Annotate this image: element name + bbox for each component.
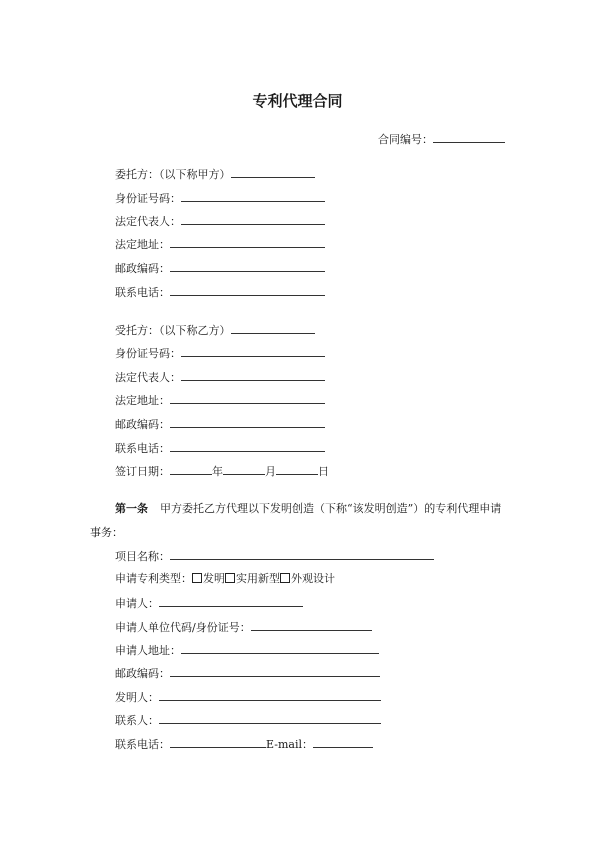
- contract-number: [378, 131, 505, 147]
- sign-year-label: 年: [212, 465, 223, 478]
- email-blank[interactable]: [313, 736, 373, 748]
- party-a-client-label: 委托方：（以下称甲方）: [115, 168, 231, 181]
- party-b-phone-blank[interactable]: [170, 440, 325, 452]
- article-1: [90, 497, 510, 545]
- inventor-line: [115, 689, 381, 705]
- contact-line: [115, 712, 381, 728]
- party-b-client-line: [115, 322, 315, 338]
- project-name-line: [115, 548, 434, 564]
- project-name-label: 项目名称：: [115, 550, 170, 563]
- sign-month-label: 月: [265, 465, 276, 478]
- party-a-address-line: [115, 236, 325, 252]
- party-a-id-line: [115, 190, 325, 206]
- party-a-postcode-line: [115, 260, 325, 276]
- party-b-address-line: [115, 392, 325, 408]
- contract-number-label: 合同编号：: [378, 133, 433, 146]
- checkbox-utility[interactable]: [225, 573, 235, 583]
- contract-number-blank[interactable]: [433, 131, 505, 143]
- applicant-address-line: [115, 642, 379, 658]
- checkbox-design[interactable]: [280, 573, 290, 583]
- applicant-code-line: [115, 619, 372, 635]
- fields-postcode-line: [115, 665, 380, 681]
- party-a-phone-blank[interactable]: [170, 284, 325, 296]
- type-design-label: 外观设计: [291, 572, 335, 585]
- sign-month-blank[interactable]: [223, 463, 265, 475]
- sign-day-label: 日: [318, 465, 329, 478]
- party-a-phone-line: [115, 284, 325, 300]
- party-a-client-line: [115, 166, 315, 182]
- contact-phone-line: [115, 736, 373, 752]
- applicant-address-blank[interactable]: [181, 642, 379, 654]
- applicant-code-blank[interactable]: [251, 619, 372, 631]
- party-a-address-blank[interactable]: [170, 236, 325, 248]
- contact-phone-blank[interactable]: [170, 736, 266, 748]
- applicant-line: [115, 595, 303, 611]
- fields-postcode-blank[interactable]: [170, 665, 380, 677]
- party-b-address-label: 法定地址：: [115, 394, 170, 407]
- checkbox-invention[interactable]: [192, 573, 202, 583]
- article-1-heading: 第一条: [115, 502, 148, 515]
- applicant-address-label: 申请人地址：: [115, 644, 181, 657]
- inventor-blank[interactable]: [159, 689, 381, 701]
- party-a-id-blank[interactable]: [181, 190, 325, 202]
- sign-date-label: 签订日期：: [115, 465, 170, 478]
- party-b-address-blank[interactable]: [170, 392, 325, 404]
- sign-year-blank[interactable]: [170, 463, 212, 475]
- patent-type-label: 申请专利类型：: [115, 572, 192, 585]
- party-b-rep-line: [115, 369, 325, 385]
- party-b-phone-line: [115, 440, 325, 456]
- patent-type-line: [115, 572, 335, 586]
- party-a-rep-blank[interactable]: [181, 213, 325, 225]
- party-b-postcode-label: 邮政编码：: [115, 418, 170, 431]
- article-1-text: 甲方委托乙方代理以下发明创造（下称“该发明创造”）的专利代理申请事务：: [90, 502, 502, 539]
- inventor-label: 发明人：: [115, 691, 159, 704]
- applicant-code-label: 申请人单位代码/身份证号：: [115, 621, 251, 634]
- party-b-id-blank[interactable]: [181, 345, 325, 357]
- party-a-phone-label: 联系电话：: [115, 286, 170, 299]
- sign-day-blank[interactable]: [276, 463, 318, 475]
- project-name-blank[interactable]: [170, 548, 434, 560]
- page-title: 专利代理合同: [252, 92, 343, 110]
- applicant-blank[interactable]: [159, 595, 303, 607]
- party-a-postcode-blank[interactable]: [170, 260, 325, 272]
- party-b-client-blank[interactable]: [231, 322, 315, 334]
- email-label: E-mail：: [266, 738, 313, 751]
- contact-phone-label: 联系电话：: [115, 738, 170, 751]
- party-b-phone-label: 联系电话：: [115, 442, 170, 455]
- party-a-postcode-label: 邮政编码：: [115, 262, 170, 275]
- party-b-client-label: 受托方：（以下称乙方）: [115, 324, 231, 337]
- type-invention-label: 发明: [203, 572, 225, 585]
- contact-label: 联系人：: [115, 714, 159, 727]
- party-b-id-label: 身份证号码：: [115, 347, 181, 360]
- sign-date-line: [115, 463, 329, 479]
- party-b-postcode-line: [115, 416, 325, 432]
- party-a-rep-line: [115, 213, 325, 229]
- party-a-rep-label: 法定代表人：: [115, 215, 181, 228]
- party-b-rep-label: 法定代表人：: [115, 371, 181, 384]
- party-a-address-label: 法定地址：: [115, 238, 170, 251]
- type-utility-label: 实用新型: [236, 572, 280, 585]
- applicant-label: 申请人：: [115, 597, 159, 610]
- party-a-client-blank[interactable]: [231, 166, 315, 178]
- party-b-id-line: [115, 345, 325, 361]
- party-b-postcode-blank[interactable]: [170, 416, 325, 428]
- party-b-rep-blank[interactable]: [181, 369, 325, 381]
- contact-blank[interactable]: [159, 712, 381, 724]
- fields-postcode-label: 邮政编码：: [115, 667, 170, 680]
- party-a-id-label: 身份证号码：: [115, 192, 181, 205]
